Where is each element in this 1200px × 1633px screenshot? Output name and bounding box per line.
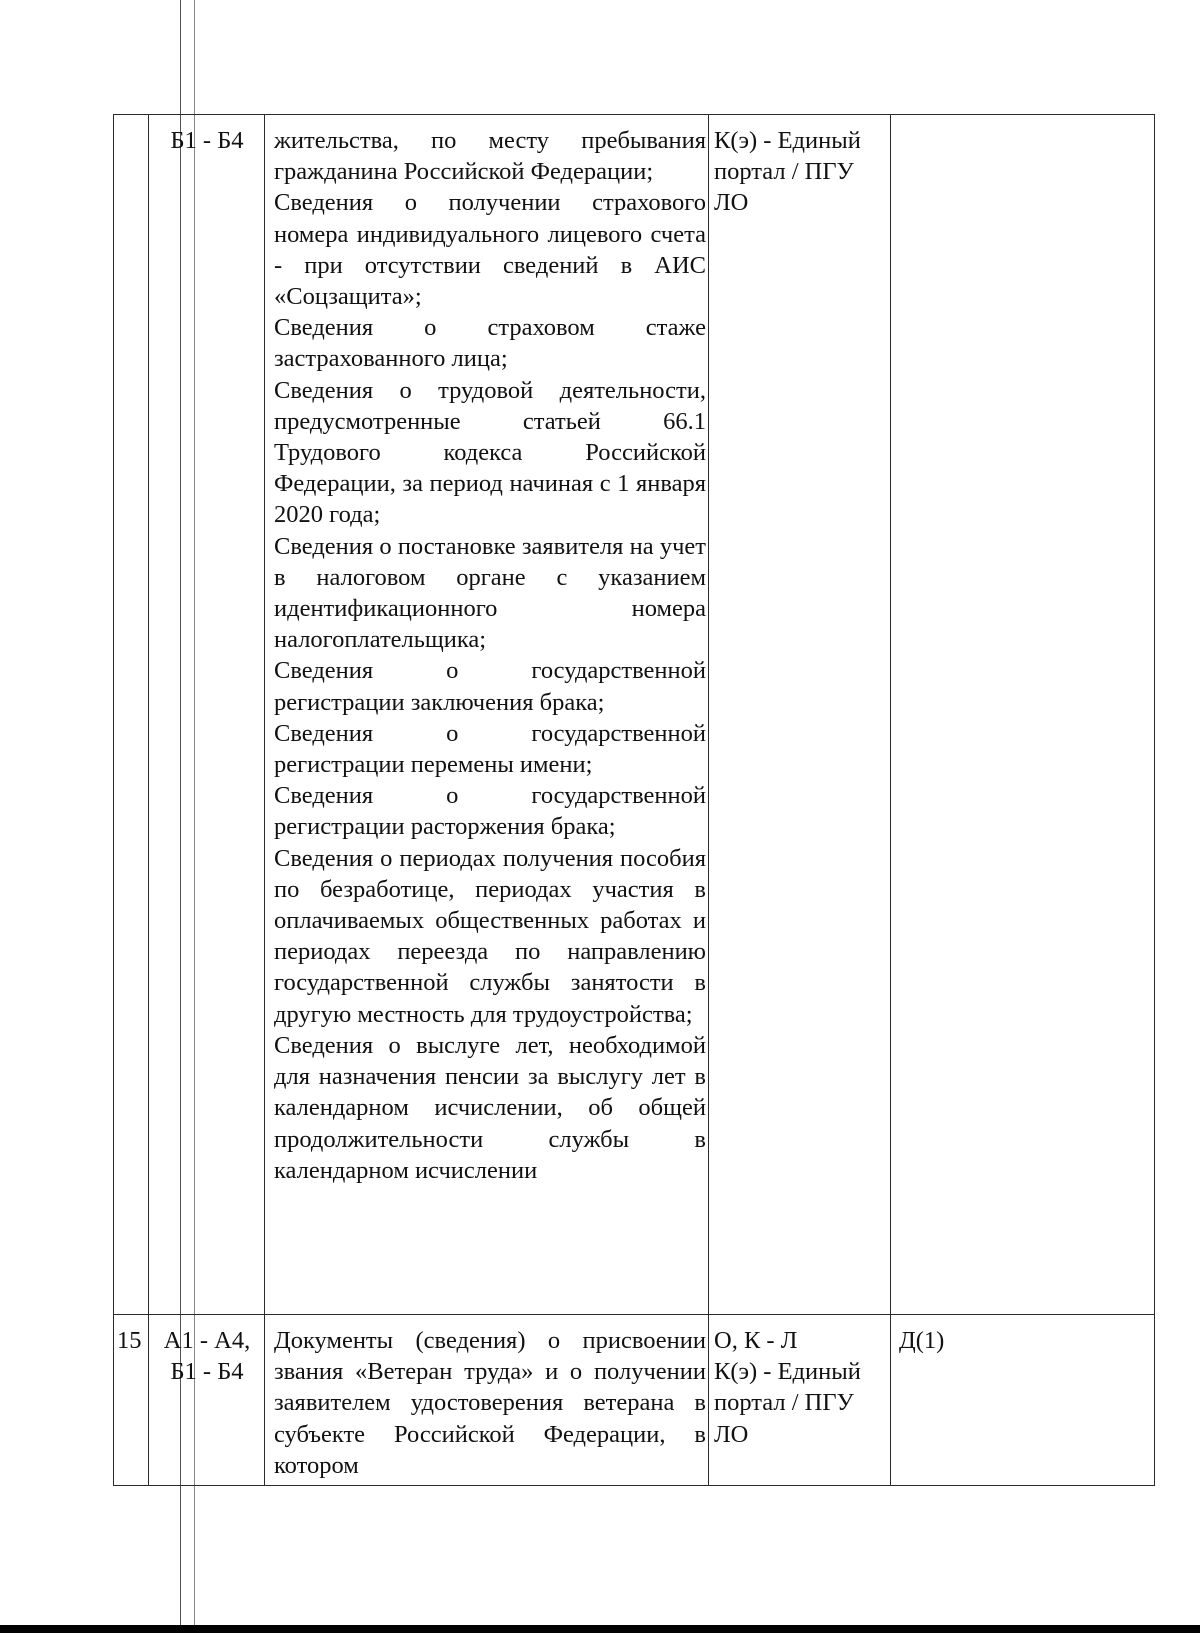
source-line: О, К - Л <box>714 1327 798 1354</box>
source-cell <box>709 1315 891 1486</box>
row-number-cell: 15 <box>114 1315 149 1486</box>
source-line: К(э) - Единый <box>714 127 861 154</box>
scan-artifact-bar <box>0 1625 1200 1633</box>
row-number-cell <box>114 115 149 1315</box>
source-line: портал / ПГУ <box>714 1389 854 1417</box>
document-table <box>113 114 1155 1486</box>
table-row <box>114 115 1155 1315</box>
description-item: Сведения о постановке заявителя на учет в налоговом органе с указанием идентификационного номера налогоплательщика; <box>274 532 706 654</box>
description-item: Документы (сведения) о присвоении звания «Ветеран труда» и о получении заявителем удостоверения ветерана в субъекте Российской Федерации, в котором <box>274 1327 706 1479</box>
description-item: Сведения о страховом стаже застрахованного лица; <box>274 314 706 373</box>
description-item: Сведения о трудовой деятельности, предусмотренные статьей 66.1 Трудового кодекса Российской Федерации, за период начиная с 1 января 2020 года; <box>274 376 706 529</box>
table-row <box>114 1315 1155 1486</box>
description-item: Сведения о государственной регистрации расторжения брака; <box>274 782 706 841</box>
applicant-code: Б1 - Б4 <box>170 1358 244 1386</box>
source-line: портал / ПГУ <box>714 158 854 186</box>
applicant-code: Б1 - Б4 <box>170 127 244 154</box>
description-item: Сведения о государственной регистрации заключения брака; <box>274 657 706 716</box>
description-item: жительства, по месту пребывания гражданина Российской Федерации; <box>274 127 706 186</box>
source-line: ЛО <box>714 189 749 217</box>
description-item: Сведения о государственной регистрации перемены имени; <box>274 719 706 779</box>
document-description-cell <box>265 1315 709 1486</box>
document-description-cell <box>265 115 709 1315</box>
applicant-code: А1 - А4, <box>163 1327 251 1354</box>
applicant-codes-cell <box>149 1315 265 1486</box>
source-cell <box>709 115 891 1315</box>
description-item: Сведения о получении страхового номера индивидуального лицевого счета - при отсутствии сведений в АИС «Соцзащита»; <box>274 189 706 311</box>
applicant-codes-cell <box>149 115 265 1315</box>
source-line: ЛО <box>714 1420 749 1448</box>
description-item: Сведения о выслуге лет, необходимой для назначения пенсии за выслугу лет в календарном исчислении, об общей продолжительности службы в календарном исчислении <box>274 1031 706 1184</box>
description-item: Сведения о периодах получения пособия по безработице, периодах участия в оплачиваемых общественных работах и периодах переезда по направлению государственной службы занятости в другую местность для трудоустройства; <box>274 844 706 1028</box>
source-line: К(э) - Единый <box>714 1358 861 1386</box>
note-cell: Д(1) <box>891 1315 1155 1486</box>
note-cell <box>891 115 1155 1315</box>
